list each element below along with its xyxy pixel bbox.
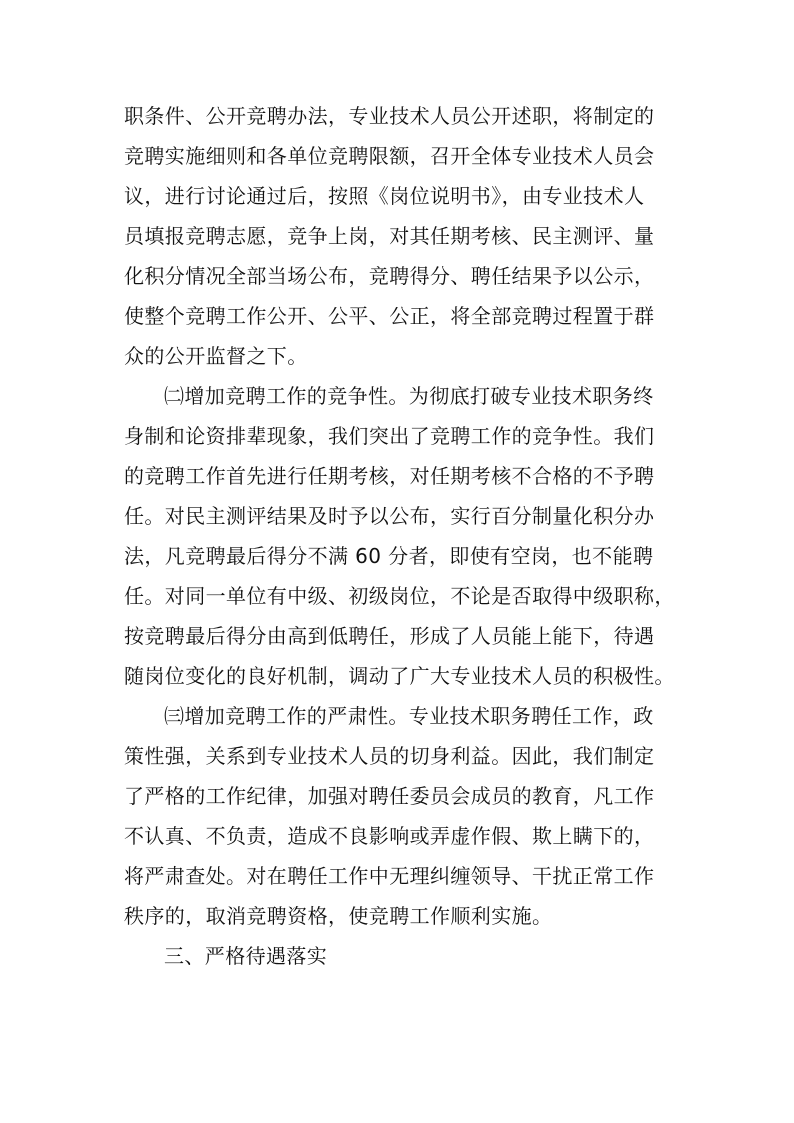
text-line: 竞聘实施细则和各单位竞聘限额，召开全体专业技术人员会 [124, 144, 655, 168]
paragraph-heading-3: ㈢增加竞聘工作的严肃性。专业技术职务聘任工作，政 [164, 704, 654, 728]
text-line: 任。对民主测评结果及时予以公布，实行百分制量化积分办 [124, 504, 655, 528]
text-line: 员填报竞聘志愿，竞争上岗，对其任期考核、民主测评、量 [124, 224, 655, 248]
text-line: 任。对同一单位有中级、初级岗位，不论是否取得中级职称， [124, 584, 675, 608]
text-line: 了严格的工作纪律，加强对聘任委员会成员的教育，凡工作 [124, 784, 655, 808]
body-text [124, 96, 684, 976]
text-line: 使整个竞聘工作公开、公平、公正，将全部竞聘过程置于群 [124, 304, 655, 328]
text-line: 众的公开监督之下。 [124, 344, 308, 368]
text-line: 的竞聘工作首先进行任期考核，对任期考核不合格的不予聘 [124, 464, 655, 488]
text-line: 按竞聘最后得分由高到低聘任，形成了人员能上能下，待遇 [124, 624, 655, 648]
text-line: 不认真、不负责，造成不良影响或弄虚作假、欺上瞒下的， [124, 824, 655, 848]
paragraph-heading-2: ㈡增加竞聘工作的竞争性。为彻底打破专业技术职务终 [164, 384, 654, 408]
text-line: 议，进行讨论通过后，按照《岗位说明书》，由专业技术人 [124, 184, 645, 208]
text-line: 策性强，关系到专业技术人员的切身利益。因此，我们制定 [124, 744, 655, 768]
text-line: 身制和论资排辈现象，我们突出了竞聘工作的竞争性。我们 [124, 424, 655, 448]
text-line: 将严肃查处。对在聘任工作中无理纠缠领导、干扰正常工作 [124, 864, 655, 888]
text-line: 法，凡竞聘最后得分不满 60 分者，即使有空岗，也不能聘 [124, 544, 654, 568]
text-line: 化积分情况全部当场公布，竞聘得分、聘任结果予以公示， [124, 264, 655, 288]
text-line: 职条件、公开竞聘办法，专业技术人员公开述职，将制定的 [124, 104, 655, 128]
text-line: 秩序的，取消竞聘资格，使竞聘工作顺利实施。 [124, 904, 553, 928]
section-heading: 三、严格待遇落实 [164, 944, 328, 968]
text-line: 随岗位变化的良好机制，调动了广大专业技术人员的积极性。 [124, 664, 675, 688]
